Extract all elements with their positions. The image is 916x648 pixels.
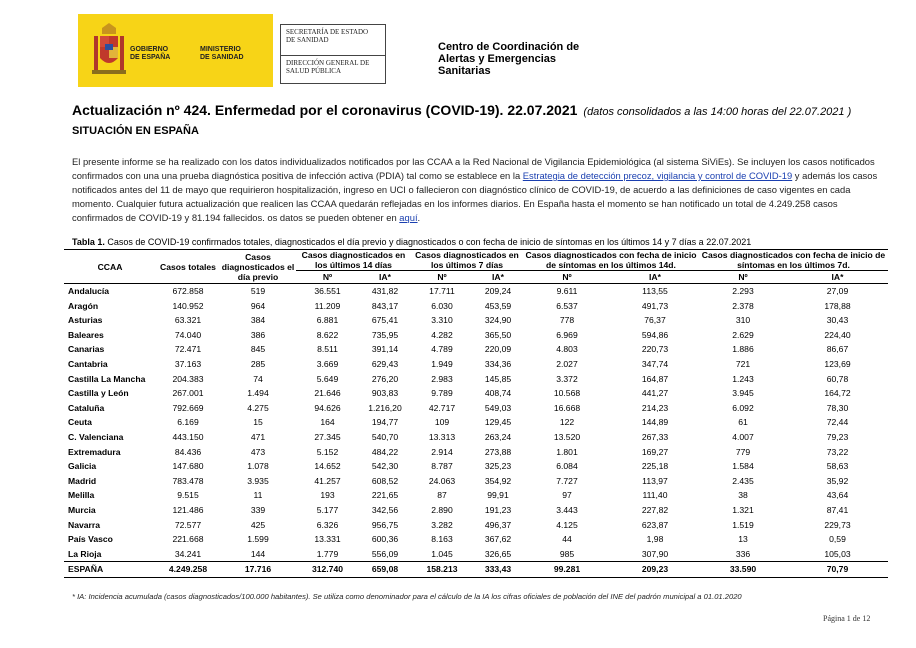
table-cell: 471	[250, 431, 266, 442]
table-cell: 491,73	[641, 300, 669, 311]
total-cell: 659,08	[371, 564, 399, 575]
table-cell: 672.858	[172, 286, 204, 296]
table-cell: 484,22	[371, 446, 399, 457]
table-cell: 1.584	[732, 461, 754, 472]
table-cell: 324,90	[484, 315, 512, 326]
table-cell: 3.935	[247, 475, 269, 486]
table-cell: 365,50	[484, 329, 512, 340]
table-row	[64, 547, 888, 562]
table-cell: 2.027	[556, 358, 578, 369]
table-cell: 792.669	[172, 402, 204, 413]
table-cell: 121.486	[172, 504, 204, 515]
table-cell: 44	[562, 534, 572, 545]
table-cell: 220,73	[641, 344, 669, 355]
table-cell: 276,20	[371, 373, 399, 384]
ccaa-name-cell: Cantabria	[68, 358, 108, 369]
table-cell: 86,67	[826, 344, 849, 355]
table-cell: 17.711	[429, 286, 455, 296]
table-row	[64, 342, 888, 357]
table-cell: 227,82	[641, 504, 669, 515]
ccaa-name-cell: Extremadura	[68, 446, 121, 457]
table-cell: 5.177	[316, 504, 339, 515]
table-cell: 38	[738, 490, 748, 501]
table-cell: 140.952	[172, 300, 204, 311]
table-cell: 334,36	[484, 358, 512, 369]
table-cell: 178,88	[824, 300, 851, 311]
table-cell: 97	[562, 490, 572, 501]
table-cell: 129,45	[484, 417, 512, 428]
table-cell: 41.257	[314, 475, 341, 486]
table-cell: 779	[735, 446, 751, 457]
table-cell: 164,72	[824, 388, 851, 399]
table-cell: 1.949	[431, 358, 453, 369]
ccaa-name-cell: Canarias	[68, 344, 105, 355]
table-cell: 58,63	[826, 461, 849, 472]
table-cell: 229,73	[824, 519, 851, 530]
header-ia-s7: IA*	[831, 272, 844, 282]
table-cell: 540,70	[371, 431, 399, 442]
table-cell: 4.125	[556, 519, 578, 530]
table-cell: 6.326	[316, 519, 339, 530]
center-title-line3: Sanitarias	[438, 65, 491, 77]
direccion-cell	[281, 56, 385, 78]
table-cell: 4.789	[431, 344, 453, 355]
table-cell: 10.568	[553, 388, 581, 399]
table-cell: 1.779	[316, 548, 339, 559]
table-cell: 11	[253, 490, 263, 501]
table-cell: 496,37	[484, 519, 512, 530]
table-cell: 778	[559, 315, 575, 326]
table-row	[64, 386, 888, 401]
gov-left-line2: DE ESPAÑA	[130, 54, 171, 61]
table-cell: 3.310	[431, 315, 453, 326]
table-cell: 549,03	[484, 402, 512, 413]
ccaa-name-cell: Baleares	[68, 329, 104, 340]
table-row	[64, 372, 888, 387]
table-cell: 6.169	[177, 417, 199, 428]
ccaa-name-cell: La Rioja	[68, 548, 102, 559]
total-cell: 70,79	[826, 564, 849, 575]
secretaria-line1: SECRETARÍA DE ESTADO	[286, 28, 369, 36]
table-cell: 594,86	[641, 329, 669, 340]
table-cell: 113,97	[642, 475, 668, 486]
header-dia-previo: Casos diagnosticados el día previo	[221, 251, 295, 282]
header-n-7: Nº	[437, 272, 447, 282]
table-cell: 193	[320, 490, 335, 501]
table-cell: 144	[250, 548, 266, 559]
table-cell: 224,40	[824, 329, 851, 340]
table-cell: 384	[250, 315, 266, 326]
table-cell: 221,65	[371, 490, 399, 501]
table-row	[64, 299, 888, 314]
secretaria-cell	[281, 25, 385, 56]
coat-of-arms-icon	[92, 22, 126, 76]
table-cell: 391,14	[371, 344, 399, 355]
table-cell: 4.275	[247, 402, 269, 413]
total-cell: 158.213	[426, 564, 458, 575]
table-cell: 367,62	[484, 534, 512, 545]
table-row	[64, 401, 888, 416]
paragraph-text-3: .	[417, 212, 421, 223]
table-cell: 903,83	[371, 388, 399, 399]
header-casos-totales: Casos totales	[160, 261, 216, 272]
ccaa-name-cell: Andalucía	[68, 286, 110, 296]
table-cell: 27,09	[826, 286, 849, 296]
gov-left-line1: GOBIERNO	[130, 46, 169, 53]
header-n-s14: Nº	[562, 272, 572, 282]
table-cell: 61	[738, 417, 748, 428]
total-cell: 209,23	[641, 564, 669, 575]
gov-right-line1: MINISTERIO	[200, 46, 241, 53]
table-cell: 441,27	[641, 388, 669, 399]
header-ultimos-7-dias: Casos diagnosticados en los últimos 7 días	[411, 250, 523, 271]
table-cell: 339	[250, 504, 266, 515]
covid-cases-table	[64, 249, 888, 578]
table-cell: 164,87	[641, 373, 669, 384]
header-ia-s14: IA*	[649, 272, 661, 282]
table-cell: 36.551	[314, 286, 341, 296]
table-cell: 5.649	[316, 373, 339, 384]
table-cell: 24.063	[428, 475, 456, 486]
table-cell: 6.092	[732, 402, 754, 413]
intro-paragraph	[72, 155, 878, 225]
table-cell: 78,30	[826, 402, 849, 413]
table-cell: 623,87	[641, 519, 669, 530]
table-cell: 13.331	[314, 534, 341, 545]
table-row	[64, 445, 888, 460]
table-body	[64, 284, 888, 562]
table-cell: 214,23	[641, 402, 669, 413]
table-total-row	[64, 562, 888, 578]
table-cell: 123,69	[824, 358, 851, 369]
center-title-line2: Alertas y Emergencias	[438, 53, 557, 65]
total-cell: 312.740	[311, 564, 344, 575]
table-cell: 145,85	[484, 373, 512, 384]
table-cell: 2.629	[732, 329, 754, 340]
table-cell: 8.622	[316, 329, 339, 340]
table-cell: 8.787	[431, 461, 453, 472]
table-cell: 408,74	[484, 388, 512, 399]
table-cell: 4.803	[556, 344, 578, 355]
table-cell: 8.511	[317, 344, 338, 355]
table-cell: 1.519	[732, 519, 754, 530]
table-cell: 267,33	[641, 431, 669, 442]
table-cell: 347,74	[641, 358, 669, 369]
table-cell: 721	[735, 358, 751, 369]
table-cell: 336	[735, 548, 751, 559]
gov-right-line2: DE SANIDAD	[200, 54, 244, 61]
table-cell: 2.378	[732, 300, 754, 311]
table-cell: 87	[437, 490, 447, 501]
table-cell: 354,92	[484, 475, 512, 486]
table-cell: 3.372	[556, 373, 578, 384]
header-ia-7: IA*	[492, 272, 504, 282]
paragraph-text-1: El presente informe se ha realizado con los datos individualizados notificados por las CCAA a la Red Nacional de Vigilancia Epidemiológica (al sistema SiViEs). Se incluyen los casos notificados confirmados con una una prueba diagnóstica positiva de infección activa (PDIA) tal como se establece en la	[72, 156, 875, 181]
ccaa-name-cell: Cataluña	[68, 402, 105, 413]
table-cell: 74	[253, 373, 263, 384]
table-cell: 9.515	[177, 490, 199, 501]
table-cell: 843,17	[371, 300, 399, 311]
table-row	[64, 488, 888, 503]
data-link[interactable]: aquí	[399, 212, 418, 223]
header-ccaa: CCAA	[97, 261, 123, 272]
table-cell: 3.669	[316, 358, 339, 369]
table-cell: 342,56	[371, 504, 399, 515]
ccaa-name-cell: Melilla	[68, 490, 95, 501]
page-number: Página 1 de 12	[823, 614, 871, 623]
table-cell: 87,41	[826, 504, 849, 515]
table-cell: 72.471	[174, 344, 202, 355]
table-cell: 556,09	[371, 548, 399, 559]
table-caption	[72, 237, 751, 247]
table-row	[64, 357, 888, 372]
table-cell: 27.345	[314, 431, 341, 442]
table-cell: 204.383	[172, 373, 204, 384]
table-cell: 6.084	[556, 461, 578, 472]
total-cell: 33.590	[729, 564, 757, 575]
table-row	[64, 474, 888, 489]
table-footnote: * IA: Incidencia acumulada (casos diagnosticados/100.000 habitantes). Se utiliza como denominador para el cálculo de la IA los cifras oficiales de población del INE del padrón municipal a 01.01.2020	[72, 592, 742, 601]
table-row	[64, 328, 888, 343]
table-cell: 7.727	[556, 475, 578, 486]
table-cell: 9.789	[431, 388, 453, 399]
table-cell: 111,40	[642, 490, 668, 501]
table-cell: 105,03	[824, 548, 851, 559]
table-row	[64, 313, 888, 328]
table-cell: 13.313	[428, 431, 456, 442]
secretaria-line2: DE SANIDAD	[286, 36, 329, 44]
table-cell: 608,52	[371, 475, 399, 486]
header-sintomas-7d: Casos diagnosticados con fecha de inicio de síntomas en los últimos 7d.	[699, 250, 888, 271]
ccaa-name-cell: País Vasco	[68, 534, 113, 545]
gobierno-label	[130, 46, 170, 62]
paragraph-text-2: y además los casos notificados antes del 11 de mayo que requirieron hospitalización, ingreso en UCI o fallecieron con diagnóstico clínico de COVID-19, de acuerdo a las definiciones de caso vigentes en cada momento. Cualquier futura actualización que realicen las CCAA quedarán reflejadas en los informes diarios. En España hasta el momento se han notificado un total de 4.249.258 casos confirmados de COVID-19 y 81.194 fallecidos. os datos se pueden obtener en	[72, 170, 878, 223]
table-cell: 30,43	[826, 315, 849, 326]
table-cell: 15	[253, 417, 263, 428]
table-cell: 310	[735, 315, 751, 326]
secretaria-box	[280, 24, 386, 84]
table-cell: 0,59	[829, 534, 846, 545]
table-cell: 63.321	[174, 315, 202, 326]
table-cell: 675,41	[371, 315, 399, 326]
table-cell: 169,27	[641, 446, 669, 457]
center-title-line1: Centro de Coordinación de	[438, 41, 580, 53]
table-cell: 985	[559, 548, 575, 559]
table-cell: 16.668	[553, 402, 581, 413]
table-cell: 209,24	[484, 286, 512, 296]
table-cell: 307,90	[641, 548, 669, 559]
table-cell: 1.599	[247, 534, 269, 545]
table-cell: 326,65	[484, 548, 512, 559]
table-cell: 285	[250, 358, 266, 369]
ccaa-name-cell: Ceuta	[68, 417, 92, 428]
total-cell: 99.281	[553, 564, 581, 575]
table-cell: 72.577	[174, 519, 202, 530]
table-cell: 122	[559, 417, 575, 428]
header-ia-14: IA*	[379, 272, 391, 282]
table-cell: 1,98	[646, 534, 664, 545]
total-cell: 17.716	[244, 564, 272, 575]
table-cell: 263,24	[484, 431, 512, 442]
table-cell: 1.078	[247, 461, 269, 472]
table-cell: 519	[250, 286, 266, 296]
ccaa-name-cell: Galicia	[68, 461, 97, 472]
table-cell: 194,77	[371, 417, 399, 428]
table-caption-text: Casos de COVID-19 confirmados totales, diagnosticados el día previo y diagnosticados o con fecha de inicio de síntomas en los últimos 14 y 7 días a 22.07.2021	[104, 237, 752, 247]
table-cell: 5.152	[316, 446, 339, 457]
table-cell: 443.150	[172, 431, 204, 442]
table-cell: 42.717	[428, 402, 456, 413]
table-cell: 629,43	[371, 358, 399, 369]
table-cell: 144,89	[641, 417, 669, 428]
total-cell: ESPAÑA	[68, 564, 104, 575]
table-cell: 6.969	[556, 329, 578, 340]
total-cell: 4.249.258	[168, 564, 208, 575]
table-cell: 2.890	[431, 504, 453, 515]
table-cell: 1.216,20	[368, 402, 402, 413]
table-cell: 473	[250, 446, 266, 457]
table-cell: 11.209	[314, 300, 341, 311]
direccion-line1: DIRECCIÓN GENERAL DE	[286, 59, 370, 67]
header-ultimos-14-dias: Casos diagnosticados en los últimos 14 días	[296, 250, 411, 271]
table-cell: 43,64	[826, 490, 849, 501]
table-cell: 109	[434, 417, 450, 428]
table-cell: 2.293	[732, 286, 754, 296]
table-cell: 79,23	[826, 431, 849, 442]
table-cell: 431,82	[371, 286, 399, 296]
table-cell: 1.321	[732, 504, 754, 515]
table-cell: 1.801	[556, 446, 578, 457]
table-cell: 542,30	[371, 461, 399, 472]
ccaa-name-cell: Asturias	[68, 315, 103, 326]
table-cell: 1.886	[732, 344, 754, 355]
table-cell: 76,37	[644, 315, 666, 326]
table-cell: 845	[250, 344, 266, 355]
table-cell: 191,23	[484, 504, 512, 515]
table-cell: 73,22	[826, 446, 849, 457]
table-cell: 94.626	[314, 402, 341, 413]
table-cell: 6.881	[316, 315, 339, 326]
table-cell: 35,92	[826, 475, 849, 486]
table-cell: 84.436	[174, 446, 202, 457]
table-cell: 72,44	[826, 417, 849, 428]
table-row	[64, 459, 888, 474]
table-cell: 13.520	[553, 431, 581, 442]
table-cell: 3.282	[431, 519, 453, 530]
table-cell: 225,18	[641, 461, 669, 472]
table-cell: 2.435	[732, 475, 754, 486]
report-title-text: Actualización nº 424. Enfermedad por el coronavirus (COVID-19). 22.07.2021	[72, 102, 578, 118]
ccaa-name-cell: Murcia	[68, 504, 96, 515]
table-row	[64, 532, 888, 547]
table-cell: 60,78	[826, 373, 849, 384]
table-cell: 37.163	[174, 358, 202, 369]
ccaa-name-cell: Navarra	[68, 519, 101, 530]
table-cell: 164	[320, 417, 335, 428]
table-cell: 6.030	[431, 300, 453, 311]
table-cell: 425	[250, 519, 266, 530]
table-cell: 783.478	[172, 475, 204, 486]
table-cell: 99,91	[487, 490, 509, 501]
report-title	[72, 102, 851, 118]
table-cell: 221.668	[172, 534, 204, 545]
table-cell: 386	[250, 329, 266, 340]
table-cell: 9.611	[556, 286, 578, 296]
table-cell: 13	[738, 534, 748, 545]
table-cell: 147.680	[172, 461, 204, 472]
table-cell: 453,59	[484, 300, 512, 311]
table-cell: 1.243	[732, 373, 754, 384]
table-cell: 3.945	[732, 388, 754, 399]
table-row	[64, 430, 888, 445]
direccion-line2: SALUD PÚBLICA	[286, 67, 342, 75]
header-sintomas-14d: Casos diagnosticados con fecha de inicio de síntomas en los últimos 14d.	[523, 250, 699, 271]
table-row	[64, 284, 888, 299]
table-cell: 8.163	[431, 534, 453, 545]
table-cell: 600,36	[371, 534, 399, 545]
table-cell: 74.040	[174, 329, 202, 340]
table-cell: 3.443	[556, 504, 578, 515]
section-heading: SITUACIÓN EN ESPAÑA	[72, 125, 199, 137]
report-title-note: (datos consolidados a las 14:00 horas del 22.07.2021 )	[583, 106, 852, 118]
table-cell: 1.045	[431, 548, 453, 559]
ccaa-name-cell: Aragón	[68, 300, 99, 311]
table-row	[64, 503, 888, 518]
table-cell: 273,88	[484, 446, 512, 457]
ccaa-name-cell: C. Valenciana	[68, 431, 124, 442]
table-caption-label: Tabla 1.	[72, 237, 105, 247]
table-cell: 735,95	[371, 329, 399, 340]
table-row	[64, 415, 888, 430]
header-n-14: Nº	[322, 272, 333, 282]
header-n-s7: Nº	[738, 272, 748, 282]
table-cell: 220,09	[484, 344, 512, 355]
table-cell: 14.652	[314, 461, 341, 472]
table-cell: 267.001	[172, 388, 204, 399]
total-cell: 333,43	[484, 564, 512, 575]
table-cell: 964	[250, 300, 266, 311]
table-cell: 2.983	[431, 373, 453, 384]
center-title	[438, 41, 618, 77]
ccaa-name-cell: Castilla La Mancha	[68, 373, 146, 384]
ccaa-name-cell: Castilla y León	[68, 388, 129, 399]
table-cell: 2.914	[431, 446, 453, 457]
table-cell: 34.241	[174, 548, 202, 559]
table-row	[64, 518, 888, 533]
table-cell: 6.537	[556, 300, 578, 311]
table-cell: 21.646	[314, 388, 341, 399]
ccaa-name-cell: Madrid	[68, 475, 97, 486]
table-cell: 4.282	[431, 329, 453, 340]
strategy-link[interactable]: Estrategia de detección precoz, vigilancia y control de COVID-19	[522, 170, 793, 181]
table-cell: 4.007	[732, 431, 754, 442]
table-cell: 956,75	[371, 519, 399, 530]
ministerio-label	[200, 46, 244, 62]
table-cell: 325,23	[484, 461, 512, 472]
table-cell: 1.494	[247, 388, 269, 399]
table-cell: 113,55	[642, 286, 668, 296]
